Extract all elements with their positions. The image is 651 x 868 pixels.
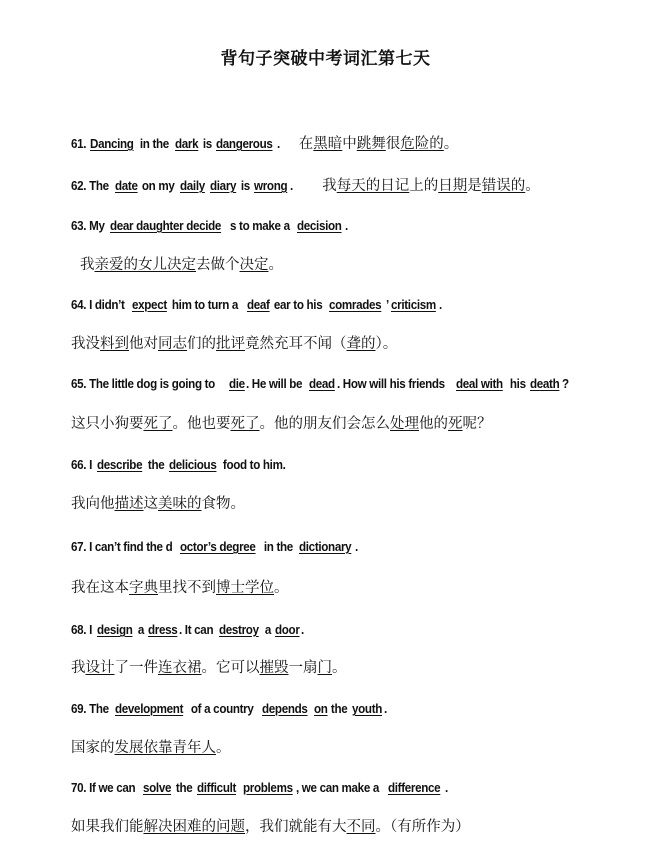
chinese-translation-line	[71, 815, 631, 836]
sentence-text: ，我们就能有大	[245, 819, 347, 835]
chinese-translation-line	[71, 412, 631, 433]
vocabulary-word: 发展依靠青年人	[114, 740, 216, 756]
sentence-text: .	[276, 137, 280, 151]
sentence-text: 。	[332, 660, 347, 676]
vocabulary-word: development	[114, 702, 183, 716]
sentence-text: of a country	[188, 702, 257, 716]
vocabulary-word: solve	[143, 781, 172, 795]
chinese-translation-line	[71, 332, 631, 353]
vocabulary-word: design	[96, 623, 133, 637]
sentence-text: ’	[385, 298, 391, 312]
vocabulary-word: comrades	[329, 298, 382, 312]
vocabulary-word: youth	[352, 702, 383, 716]
english-sentence-line	[71, 373, 631, 392]
sentence-text: .	[444, 781, 448, 795]
vocabulary-word: deal with	[456, 377, 504, 391]
english-sentence-line	[71, 619, 631, 638]
vocabulary-word: dictionary	[298, 540, 352, 554]
sentence-text	[239, 781, 242, 795]
sentence-text: 63. My	[71, 219, 108, 233]
sentence-text: 他的	[419, 416, 448, 432]
sentence-text: a	[134, 623, 147, 637]
sentence-text: in the	[261, 540, 297, 554]
sentence-text: , we can make a	[295, 781, 382, 795]
sentence-line	[71, 132, 631, 153]
vocabulary-word: criticism	[391, 298, 437, 312]
vocabulary-word: date	[114, 179, 138, 193]
sentence-text: 65. The little dog is going to	[71, 377, 218, 391]
vocabulary-word: 不同	[346, 819, 376, 835]
sentence-text: 这	[143, 496, 158, 512]
sentence-text: 中	[342, 136, 357, 152]
vocabulary-word: depends	[261, 702, 308, 716]
vocabulary-word: octor’s degree	[179, 540, 256, 554]
vocabulary-word: describe	[96, 458, 142, 472]
sentence-text: food to him.	[220, 458, 286, 472]
sentence-text: is	[238, 179, 254, 193]
sentence-text: 我在这本	[71, 580, 129, 596]
sentence-text: 我向他	[71, 496, 115, 512]
vocabulary-word: daily	[180, 179, 206, 193]
sentence-text: 68. I	[71, 623, 95, 637]
sentence-text: the	[145, 458, 168, 472]
chinese-translation-line	[71, 736, 631, 757]
sentence-text: 们的	[187, 336, 216, 352]
vocabulary-word: door	[274, 623, 300, 637]
sentence-text: 如果我们能	[71, 819, 144, 835]
chinese-translation-line	[71, 576, 631, 597]
sentence-text: .	[344, 219, 348, 233]
vocabulary-word: wrong	[254, 179, 288, 193]
chinese-translation-line	[71, 492, 631, 513]
vocabulary-word: 聋的	[346, 336, 376, 352]
sentence-text: is	[199, 137, 215, 151]
sentence-text: the	[173, 781, 196, 795]
sentence-text: 。	[268, 257, 283, 273]
sentence-text: in the	[137, 137, 173, 151]
vocabulary-word: 博士学位	[216, 580, 274, 596]
vocabulary-word: problems	[242, 781, 293, 795]
sentence-text: 我	[293, 178, 337, 194]
sentence-text: .	[384, 702, 388, 716]
sentence-text: 67. I can’t find the d	[71, 540, 173, 554]
sentence-text: 66. I	[71, 458, 95, 472]
sentence-text: 去做个	[196, 257, 240, 273]
sentence-text: 很	[385, 136, 401, 152]
vocabulary-word: 错误的	[481, 178, 526, 194]
sentence-text: 。	[216, 740, 231, 756]
vocabulary-word: 亲爱的女儿决定	[94, 257, 196, 273]
sentence-text: . It can	[179, 623, 217, 637]
sentence-text: ?	[561, 377, 569, 391]
sentence-text: .	[290, 179, 294, 193]
sentence-text: 在	[279, 136, 314, 152]
sentence-text: .	[354, 540, 358, 554]
english-sentence-line	[71, 698, 631, 717]
sentence-text: 我没	[71, 336, 100, 352]
sentence-text: the	[328, 702, 351, 716]
sentence-line	[71, 174, 631, 195]
sentence-text: 。它可以	[201, 660, 260, 676]
vocabulary-word: dark	[174, 137, 199, 151]
vocabulary-word: 同志	[158, 336, 187, 352]
sentence-text: . How will his friends	[337, 377, 448, 391]
vocabulary-word: 决定	[239, 257, 269, 273]
sentence-text: him to turn a	[169, 298, 242, 312]
sentence-text: 他对	[129, 336, 158, 352]
vocabulary-word: 描述	[114, 496, 144, 512]
vocabulary-word: on	[313, 702, 328, 716]
vocabulary-word: 危险的	[400, 136, 444, 152]
sentence-text: ear to his	[270, 298, 326, 312]
sentence-text: 。（有所作为）	[375, 819, 470, 835]
english-sentence-line	[71, 294, 631, 313]
sentence-text: his	[506, 377, 529, 391]
vocabulary-word: 料到	[100, 336, 129, 352]
vocabulary-word: difference	[388, 781, 441, 795]
sentence-text: 国家的	[71, 740, 115, 756]
sentence-text: 上的	[409, 178, 439, 194]
vocabulary-word: destroy	[219, 623, 260, 637]
sentence-text: 。	[443, 136, 459, 152]
sentence-text: 69. The	[71, 702, 112, 716]
vocabulary-word: 连衣裙	[158, 660, 202, 676]
page-title: 背句子突破中考词汇第七天	[220, 49, 431, 69]
sentence-text: 我	[71, 660, 86, 676]
sentence-text: 70. If we can	[71, 781, 139, 795]
sentence-text: s to make a	[229, 219, 293, 233]
english-sentence-line	[71, 536, 631, 555]
vocabulary-word: dress	[147, 623, 178, 637]
vocabulary-word: 设计	[85, 660, 115, 676]
vocabulary-word: 死了	[143, 416, 173, 432]
vocabulary-word: 字典	[129, 580, 158, 596]
vocabulary-word: deaf	[246, 298, 270, 312]
vocabulary-word: 解决困难的问题	[143, 819, 245, 835]
vocabulary-word: die	[228, 377, 245, 391]
vocabulary-word: 死了	[230, 416, 260, 432]
sentence-text: 了一件	[114, 660, 158, 676]
sentence-text: 竟然充耳不闻（	[245, 336, 347, 352]
sentence-text: .	[301, 623, 305, 637]
vocabulary-word: 日期	[438, 178, 468, 194]
english-sentence-line	[71, 454, 631, 473]
sentence-text: 。他也要	[172, 416, 231, 432]
vocabulary-word: delicious	[169, 458, 217, 472]
vocabulary-word: decision	[297, 219, 342, 233]
vocabulary-word: 批评	[216, 336, 245, 352]
sentence-text: 是	[467, 178, 482, 194]
vocabulary-word: 美味的	[158, 496, 202, 512]
vocabulary-word: 处理	[390, 416, 419, 432]
chinese-translation-line	[80, 253, 631, 274]
vocabulary-word: dear daughter decide	[110, 219, 222, 233]
vocabulary-word: 每天的日记	[336, 178, 410, 194]
sentence-text: 我	[80, 257, 95, 273]
vocabulary-word: dangerous	[215, 137, 273, 151]
sentence-text: 一扇	[288, 660, 318, 676]
vocabulary-word: 门	[317, 660, 332, 676]
sentence-text: ）。	[375, 336, 398, 352]
sentence-text: . He will be	[245, 377, 306, 391]
sentence-text: a	[262, 623, 274, 637]
vocabulary-word: 摧毁	[259, 660, 289, 676]
sentence-text: 。他的朋友们会怎么	[259, 416, 390, 432]
sentence-text: 61.	[71, 137, 90, 151]
vocabulary-word: Dancing	[90, 137, 135, 151]
sentence-text: 64. I didn’t	[71, 298, 128, 312]
vocabulary-word: 跳舞	[356, 136, 386, 152]
vocabulary-word: 黑暗	[313, 136, 343, 152]
vocabulary-word: difficult	[197, 781, 237, 795]
vocabulary-word: diary	[210, 179, 237, 193]
sentence-text: 呢？	[462, 416, 492, 432]
english-sentence-line	[71, 215, 631, 234]
sentence-text: 食物。	[201, 496, 245, 512]
english-sentence-line	[71, 777, 631, 796]
sentence-text: 62. The	[71, 179, 112, 193]
vocabulary-word: 死	[448, 416, 463, 432]
sentence-text: 里找不到	[158, 580, 216, 596]
vocabulary-word: death	[529, 377, 560, 391]
sentence-text: 这只小狗要	[71, 416, 144, 432]
sentence-text: on my	[139, 179, 178, 193]
vocabulary-word: dead	[309, 377, 336, 391]
vocabulary-word: expect	[131, 298, 167, 312]
sentence-text: .	[439, 298, 443, 312]
sentence-text: 。	[274, 580, 289, 596]
sentence-text: 。	[525, 178, 540, 194]
chinese-translation-line	[71, 656, 631, 677]
